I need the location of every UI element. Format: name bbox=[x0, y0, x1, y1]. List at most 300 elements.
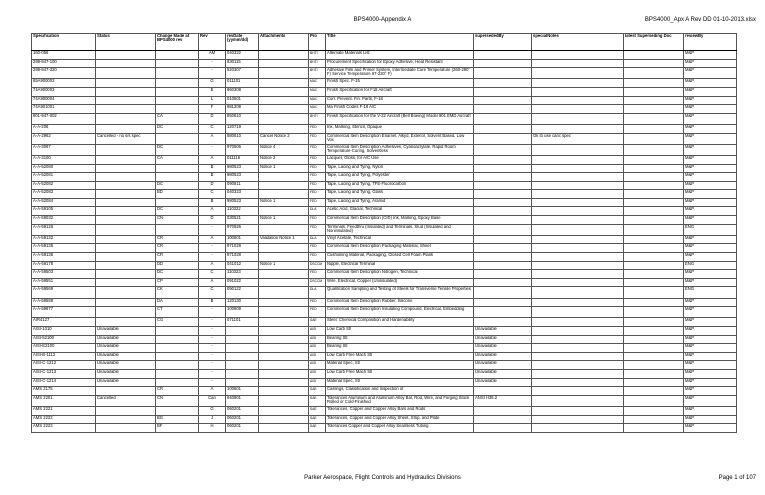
table-cell: 011101 bbox=[226, 79, 259, 88]
table-cell: Unavailable bbox=[96, 378, 156, 387]
table-cell bbox=[474, 155, 532, 164]
table-cell: 091022 bbox=[226, 278, 259, 287]
table-cell: FED bbox=[309, 216, 326, 225]
table-cell: 970506 bbox=[226, 144, 259, 155]
table-cell: A-A-59132 bbox=[32, 235, 96, 244]
table-cell: Tape, Lacing and Tying, TFE-Fluorocarbon bbox=[326, 181, 474, 190]
table-cell: A bbox=[199, 133, 226, 144]
table-cell: 901-947-002 bbox=[32, 113, 96, 124]
table-cell bbox=[96, 270, 156, 279]
table-cell: M&P bbox=[684, 51, 737, 60]
table-cell bbox=[259, 253, 309, 262]
table-cell: DLA bbox=[309, 235, 326, 244]
table-cell: - bbox=[199, 68, 226, 79]
table-cell bbox=[532, 335, 624, 344]
table-cell bbox=[156, 96, 199, 105]
table-cell: DC bbox=[156, 207, 199, 216]
table-cell bbox=[474, 124, 532, 133]
table-cell bbox=[259, 307, 309, 318]
table-cell bbox=[259, 270, 309, 279]
table-cell bbox=[156, 406, 199, 415]
table-cell: Tolerances, Copper and Copper Alloy Bars and Rods bbox=[326, 406, 474, 415]
table-cell bbox=[259, 207, 309, 216]
table-cell: FED bbox=[309, 224, 326, 235]
table-cell: G bbox=[199, 79, 226, 88]
table-cell bbox=[624, 253, 684, 262]
table-cell: M&P bbox=[684, 369, 737, 378]
table-cell bbox=[474, 96, 532, 105]
table-cell: AISI bbox=[309, 378, 326, 387]
table-cell bbox=[624, 307, 684, 318]
table-cell bbox=[96, 216, 156, 225]
table-cell: C bbox=[199, 270, 226, 279]
table-cell bbox=[532, 395, 624, 406]
table-row bbox=[32, 164, 737, 173]
table-cell bbox=[532, 155, 624, 164]
table-cell: A-A-52082 bbox=[32, 181, 96, 190]
table-cell: M&P bbox=[684, 87, 737, 96]
table-cell: M&P bbox=[684, 298, 737, 307]
table-cell: DC bbox=[156, 144, 199, 155]
table-cell bbox=[474, 406, 532, 415]
table-cell bbox=[259, 224, 309, 235]
table-cell: ENG bbox=[684, 287, 737, 298]
table-cell: A-A-59032 bbox=[32, 216, 96, 225]
table-cell: A-A-59105 bbox=[32, 207, 96, 216]
table-cell: FED bbox=[309, 244, 326, 253]
table-cell: A-A-59136 bbox=[32, 253, 96, 262]
table-cell bbox=[624, 378, 684, 387]
table-cell: Vinyl Acetate, Technical bbox=[326, 235, 474, 244]
table-cell: Finish Spec. F-15 bbox=[326, 79, 474, 88]
table-cell bbox=[259, 335, 309, 344]
table-cell: FED bbox=[309, 298, 326, 307]
table-cell: Unavailable bbox=[96, 352, 156, 361]
table-cell: CN bbox=[156, 395, 199, 406]
table-cell bbox=[474, 235, 532, 244]
spec-table bbox=[31, 33, 737, 433]
table-cell: Procurement Specification for Epoxy Adhesive, Heat Resistant bbox=[326, 59, 474, 68]
table-cell: CR bbox=[156, 387, 199, 396]
table-cell: Finish Specification for the V-22 Aircraft (Bell Boeing) Model 901 EMD Aircraft bbox=[326, 113, 474, 124]
table-cell bbox=[226, 335, 259, 344]
table-cell bbox=[474, 216, 532, 225]
table-cell bbox=[532, 318, 624, 327]
table-cell bbox=[96, 278, 156, 287]
table-cell: M&P bbox=[684, 173, 737, 182]
table-cell bbox=[259, 68, 309, 79]
table-cell bbox=[259, 244, 309, 253]
table-cell bbox=[96, 244, 156, 253]
table-cell bbox=[156, 51, 199, 60]
table-cell: CA bbox=[156, 113, 199, 124]
table-row bbox=[32, 207, 737, 216]
table-cell: BHTI bbox=[309, 51, 326, 60]
table-cell bbox=[474, 59, 532, 68]
table-cell bbox=[259, 51, 309, 60]
table-row bbox=[32, 59, 737, 68]
table-cell: AISI-B-1112 bbox=[32, 352, 96, 361]
table-cell: MAC bbox=[309, 87, 326, 96]
table-cell: 060201 bbox=[226, 424, 259, 433]
table-cell: M&P bbox=[684, 424, 737, 433]
table-cell: A-A-52081 bbox=[32, 173, 96, 182]
table-cell: 100601 bbox=[226, 387, 259, 396]
table-cell: E bbox=[199, 87, 226, 96]
table-cell: Cancelled - no s/s spec bbox=[96, 133, 156, 144]
table-cell: 299-947-100 bbox=[32, 59, 96, 68]
table-cell bbox=[624, 79, 684, 88]
table-cell bbox=[96, 51, 156, 60]
table-cell bbox=[532, 87, 624, 96]
table-cell: C bbox=[199, 124, 226, 133]
table-cell bbox=[156, 335, 199, 344]
table-cell bbox=[624, 87, 684, 96]
table-cell: D bbox=[199, 181, 226, 190]
table-cell: Validation Notice 1 bbox=[259, 235, 309, 244]
table-cell bbox=[259, 344, 309, 353]
table-cell bbox=[259, 87, 309, 96]
table-cell: A-A-59877 bbox=[32, 307, 96, 318]
table-cell: Unavailable bbox=[474, 378, 532, 387]
table-cell: BHTI bbox=[309, 59, 326, 68]
table-cell bbox=[259, 190, 309, 199]
table-cell: CA bbox=[156, 155, 199, 164]
table-cell bbox=[474, 298, 532, 307]
table-cell bbox=[624, 424, 684, 433]
table-cell: Tape, Lacing and Tying, Aramid bbox=[326, 198, 474, 207]
table-cell: AMS 2223 bbox=[32, 424, 96, 433]
table-cell bbox=[474, 253, 532, 262]
table-row bbox=[32, 96, 737, 105]
table-cell bbox=[532, 68, 624, 79]
table-cell: Commercial Item Description Enamel, Alkyd, Exterior, Solvent Based, Low Voc bbox=[326, 133, 474, 144]
table-cell: FED bbox=[309, 164, 326, 173]
table-cell bbox=[96, 164, 156, 173]
table-row bbox=[32, 261, 737, 270]
table-cell bbox=[532, 96, 624, 105]
table-cell: 980523 bbox=[226, 173, 259, 182]
table-cell: C bbox=[199, 190, 226, 199]
table-cell: FED bbox=[309, 155, 326, 164]
table-cell: SAE bbox=[309, 415, 326, 424]
table-cell bbox=[474, 318, 532, 327]
table-cell: G bbox=[199, 406, 226, 415]
table-cell bbox=[259, 59, 309, 68]
table-row bbox=[32, 198, 737, 207]
table-cell: D bbox=[199, 113, 226, 124]
table-cell: 041012 bbox=[226, 261, 259, 270]
table-cell bbox=[532, 181, 624, 190]
table-cell bbox=[624, 352, 684, 361]
table-row bbox=[32, 216, 737, 225]
table-cell: 980523 bbox=[226, 198, 259, 207]
table-cell bbox=[156, 361, 199, 370]
table-cell bbox=[532, 244, 624, 253]
table-cell: A-A-59135 bbox=[32, 244, 96, 253]
table-cell bbox=[474, 261, 532, 270]
table-cell: 120719 bbox=[226, 124, 259, 133]
table-cell bbox=[96, 207, 156, 216]
table-cell: Unavailable bbox=[474, 344, 532, 353]
table-cell bbox=[532, 424, 624, 433]
table-cell: B bbox=[199, 173, 226, 182]
table-cell: Qualification Sampling and Testing of Steels for Transverse Tensile Properties bbox=[326, 287, 474, 298]
table-cell: Cancel Notice 2 bbox=[259, 133, 309, 144]
table-cell: A-A-52084 bbox=[32, 198, 96, 207]
table-cell bbox=[474, 144, 532, 155]
table-cell: FED bbox=[309, 133, 326, 144]
table-cell bbox=[624, 68, 684, 79]
table-cell bbox=[474, 51, 532, 60]
table-cell bbox=[624, 395, 684, 406]
table-cell: SAE bbox=[309, 318, 326, 327]
table-cell: ENG bbox=[684, 224, 737, 235]
table-cell: D bbox=[199, 216, 226, 225]
table-cell bbox=[96, 261, 156, 270]
table-cell: Unavailable bbox=[474, 361, 532, 370]
page-header-filename: BPS4000_Apx A Rev DD 01-10-2013.xlsx bbox=[644, 17, 756, 23]
table-cell: DLA bbox=[309, 287, 326, 298]
table-cell bbox=[259, 79, 309, 88]
table-cell bbox=[259, 361, 309, 370]
table-row bbox=[32, 270, 737, 279]
table-cell bbox=[474, 307, 532, 318]
table-cell: Wire, Electrical, Copper (Uninsulated) bbox=[326, 278, 474, 287]
table-cell: SAE bbox=[309, 406, 326, 415]
table-cell: AMS 2221 bbox=[32, 406, 96, 415]
table-cell: M&P bbox=[684, 235, 737, 244]
table-cell: Unavailable bbox=[96, 369, 156, 378]
column-header: specialNotes bbox=[532, 34, 624, 51]
table-cell: 120130 bbox=[226, 298, 259, 307]
column-header: Change Made at BPS4000 rev bbox=[156, 34, 199, 51]
table-cell bbox=[532, 198, 624, 207]
column-header: Attachments bbox=[259, 34, 309, 51]
table-cell: BHTI bbox=[309, 68, 326, 79]
table-cell: Acetic Acid, Glacial, Technical bbox=[326, 207, 474, 216]
column-header: Pro bbox=[309, 34, 326, 51]
table-cell bbox=[624, 387, 684, 396]
table-cell: B bbox=[199, 164, 226, 173]
table-cell bbox=[156, 369, 199, 378]
table-cell bbox=[259, 96, 309, 105]
table-cell bbox=[624, 344, 684, 353]
table-cell: Commercial Item Description Adhesives, Cyanoacrylate, Rapid Room Temperature-Curing, Solventless bbox=[326, 144, 474, 155]
table-cell bbox=[624, 164, 684, 173]
table-cell bbox=[532, 207, 624, 216]
table-cell: A-A-52080 bbox=[32, 164, 96, 173]
table-cell: 920307 bbox=[226, 68, 259, 79]
table-cell bbox=[156, 59, 199, 68]
table-cell bbox=[532, 190, 624, 199]
table-cell bbox=[624, 207, 684, 216]
table-cell: CR bbox=[156, 235, 199, 244]
table-cell bbox=[624, 51, 684, 60]
table-cell bbox=[624, 278, 684, 287]
table-cell: A-A-59178 bbox=[32, 261, 96, 270]
table-row bbox=[32, 235, 737, 244]
table-cell: 299-947-320 bbox=[32, 68, 96, 79]
table-cell: BG bbox=[156, 415, 199, 424]
table-cell: 65A900003 bbox=[32, 79, 96, 88]
table-cell bbox=[96, 253, 156, 262]
table-cell: M&P bbox=[684, 133, 737, 144]
table-cell: 011116 bbox=[226, 155, 259, 164]
table-cell: Tolerances Aluminum and Aluminum Alloy Bar, Rod, Wire, and Forging Stock Rolled or Cold-Finished bbox=[326, 395, 474, 406]
table-cell bbox=[532, 59, 624, 68]
table-cell: Tape, Lacing and Tying, Polyester bbox=[326, 173, 474, 182]
table-cell: A bbox=[199, 261, 226, 270]
table-cell: 110323 bbox=[226, 270, 259, 279]
table-cell: - bbox=[199, 59, 226, 68]
table-row bbox=[32, 133, 737, 144]
table-cell bbox=[532, 415, 624, 424]
table-header-row bbox=[32, 34, 737, 51]
table-cell: DC bbox=[156, 181, 199, 190]
table-cell bbox=[624, 173, 684, 182]
table-cell: 981208 bbox=[226, 105, 259, 114]
table-row bbox=[32, 415, 737, 424]
table-cell: FED bbox=[309, 270, 326, 279]
table-cell bbox=[532, 173, 624, 182]
table-cell bbox=[259, 378, 309, 387]
table-cell bbox=[156, 79, 199, 88]
table-cell: FED bbox=[309, 144, 326, 155]
table-row bbox=[32, 79, 737, 88]
table-cell: A-A-59551 bbox=[32, 278, 96, 287]
table-cell bbox=[259, 278, 309, 287]
table-cell: Low Carb Stl bbox=[326, 326, 474, 335]
table-cell: Notice 1 bbox=[259, 198, 309, 207]
table-cell: Ink, Marking, Stencil, Opaque bbox=[326, 124, 474, 133]
table-cell bbox=[156, 68, 199, 79]
table-cell bbox=[156, 173, 199, 182]
table-cell: AISI-C-1212 bbox=[32, 361, 96, 370]
table-cell: DSCCM bbox=[309, 278, 326, 287]
table-cell: - bbox=[199, 144, 226, 155]
table-cell bbox=[96, 190, 156, 199]
table-row bbox=[32, 124, 737, 133]
table-cell bbox=[532, 326, 624, 335]
table-cell: Unavailable bbox=[96, 361, 156, 370]
table-cell: M&P bbox=[684, 378, 737, 387]
table-cell: Material Spec, Stl bbox=[326, 361, 474, 370]
table-cell: A-A-59569 bbox=[32, 287, 96, 298]
table-cell: Low Carb Free Mach Stl bbox=[326, 369, 474, 378]
table-cell bbox=[156, 105, 199, 114]
table-cell bbox=[474, 270, 532, 279]
table-cell bbox=[96, 113, 156, 124]
table-cell: Notice 4 bbox=[259, 144, 309, 155]
table-cell: Tape, Lacing and Tying, Nylon bbox=[326, 164, 474, 173]
table-cell bbox=[532, 287, 624, 298]
table-cell: 850610 bbox=[226, 113, 259, 124]
table-cell: 010501 bbox=[226, 96, 259, 105]
table-cell bbox=[624, 244, 684, 253]
table-cell: Alternate Materials List bbox=[326, 51, 474, 60]
page-header-title: BPS4000-Appendix A bbox=[353, 17, 412, 23]
table-cell: 830115 bbox=[226, 59, 259, 68]
table-cell: AISI-C-1214 bbox=[32, 378, 96, 387]
table-cell: FED bbox=[309, 124, 326, 133]
table-cell bbox=[96, 406, 156, 415]
table-row bbox=[32, 307, 737, 318]
table-cell bbox=[474, 181, 532, 190]
table-cell bbox=[474, 68, 532, 79]
table-cell: ANSI H35.2 bbox=[474, 395, 532, 406]
table-cell: CG bbox=[156, 318, 199, 327]
table-cell bbox=[532, 352, 624, 361]
table-cell: M&P bbox=[684, 244, 737, 253]
table-cell bbox=[259, 318, 309, 327]
table-cell bbox=[226, 352, 259, 361]
table-cell: AMS 2201 bbox=[32, 395, 96, 406]
table-cell: 980523 bbox=[226, 164, 259, 173]
table-cell bbox=[624, 415, 684, 424]
table-cell: L bbox=[199, 96, 226, 105]
table-cell bbox=[532, 235, 624, 244]
table-cell bbox=[624, 96, 684, 105]
table-cell: AMS 2175 bbox=[32, 387, 96, 396]
table-row bbox=[32, 113, 737, 124]
table-cell bbox=[474, 190, 532, 199]
table-row bbox=[32, 369, 737, 378]
table-cell bbox=[624, 105, 684, 114]
table-cell bbox=[624, 198, 684, 207]
table-cell: M&P bbox=[684, 68, 737, 79]
table-row bbox=[32, 298, 737, 307]
table-cell: C bbox=[199, 287, 226, 298]
table-cell bbox=[156, 164, 199, 173]
table-cell bbox=[474, 198, 532, 207]
table-cell bbox=[96, 68, 156, 79]
table-cell: A-A-52083 bbox=[32, 190, 96, 199]
table-cell: M&P bbox=[684, 59, 737, 68]
table-cell: DA bbox=[156, 298, 199, 307]
table-cell: 971028 bbox=[226, 253, 259, 262]
table-cell bbox=[259, 387, 309, 396]
table-cell: M&P bbox=[684, 352, 737, 361]
table-row bbox=[32, 287, 737, 298]
table-row bbox=[32, 278, 737, 287]
table-row bbox=[32, 190, 737, 199]
table-cell: Ok to use canc spec bbox=[532, 133, 624, 144]
table-cell bbox=[96, 79, 156, 88]
table-cell: M&P bbox=[684, 144, 737, 155]
table-cell bbox=[96, 318, 156, 327]
table-cell: - bbox=[199, 326, 226, 335]
table-cell: AISI bbox=[309, 352, 326, 361]
table-cell: Notice 1 bbox=[259, 164, 309, 173]
table-cell: 971028 bbox=[226, 244, 259, 253]
table-cell bbox=[624, 335, 684, 344]
table-cell bbox=[532, 79, 624, 88]
table-cell bbox=[156, 352, 199, 361]
table-cell bbox=[96, 307, 156, 318]
table-cell: Unavailable bbox=[96, 344, 156, 353]
table-cell bbox=[474, 87, 532, 96]
table-cell: M&P bbox=[684, 113, 737, 124]
table-cell: 030521 bbox=[226, 216, 259, 225]
table-cell bbox=[532, 406, 624, 415]
table-cell: Can bbox=[199, 395, 226, 406]
table-cell: DC bbox=[156, 270, 199, 279]
table-cell: M&P bbox=[684, 270, 737, 279]
table-cell bbox=[532, 369, 624, 378]
table-cell bbox=[624, 261, 684, 270]
table-row bbox=[32, 424, 737, 433]
